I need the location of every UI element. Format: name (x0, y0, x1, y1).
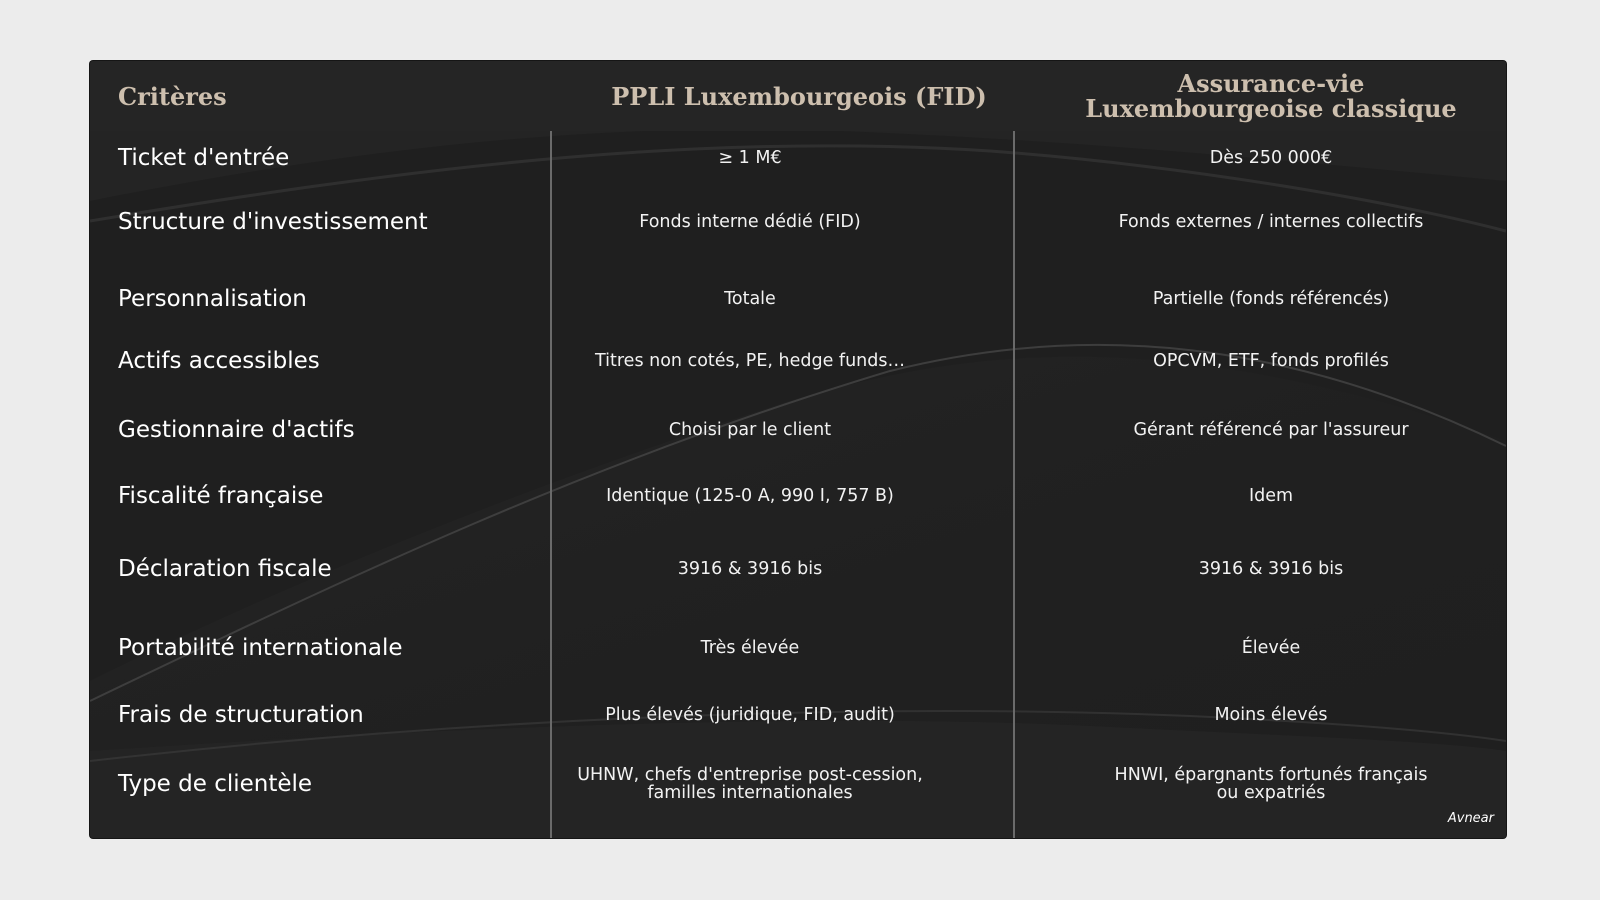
header-criteria: Critères (118, 81, 227, 111)
row-av-value: Élevée (1241, 638, 1301, 658)
row-criterion: Structure d'investissement (118, 209, 428, 235)
row-criterion: Déclaration fiscale (118, 556, 332, 582)
row-ppli-value: Choisi par le client (668, 420, 832, 440)
row-av-value-line2: ou expatriés (1216, 783, 1326, 803)
row-criterion: Gestionnaire d'actifs (118, 417, 355, 443)
row-ppli-value: Totale (724, 289, 776, 309)
row-ppli-value-line2: familles internationales (647, 783, 853, 803)
row-criterion: Frais de structuration (118, 702, 364, 728)
row-av-value-line1: HNWI, épargnants fortunés français (1114, 765, 1428, 785)
row-criterion: Personnalisation (118, 286, 307, 312)
row-av-value: Partielle (fonds référencés) (1152, 289, 1390, 309)
row-ppli-value: Très élevée (700, 638, 800, 658)
row-av-value (1035, 766, 1506, 802)
row-criterion: Ticket d'entrée (118, 145, 290, 171)
row-av-value: OPCVM, ETF, fonds profilés (1153, 351, 1389, 371)
row-av-value: Gérant référencé par l'assureur (1133, 420, 1409, 440)
header-ppli: PPLI Luxembourgeois (FID) (611, 81, 987, 111)
row-ppli-value-line1: UHNW, chefs d'entreprise post-cession, (577, 765, 923, 785)
column-divider-2 (1013, 131, 1015, 838)
comparison-card (90, 61, 1506, 838)
row-av-value: 3916 & 3916 bis (1198, 559, 1344, 579)
row-av-value: Idem (1248, 486, 1294, 506)
header-assurance-vie (1035, 61, 1506, 131)
row-criterion: Type de clientèle (118, 771, 313, 797)
header-assurance-vie-line2: Luxembourgeoise classique (1085, 94, 1457, 123)
row-ppli-value: Plus élevés (juridique, FID, audit) (605, 705, 895, 725)
brand-logo: Avnear (1447, 811, 1494, 826)
row-ppli-value: ≥ 1 M€ (718, 148, 782, 168)
row-ppli-value (560, 766, 940, 802)
row-ppli-value: Fonds interne dédié (FID) (639, 212, 861, 232)
row-av-value: Fonds externes / internes collectifs (1118, 212, 1424, 232)
table-header (90, 61, 1506, 131)
row-ppli-value: Titres non cotés, PE, hedge funds… (595, 351, 905, 371)
row-criterion: Fiscalité française (118, 483, 324, 509)
header-assurance-vie-line1: Assurance-vie (1177, 69, 1365, 98)
row-av-value: Moins élevés (1214, 705, 1328, 725)
row-criterion: Portabilité internationale (118, 635, 403, 661)
row-ppli-value: 3916 & 3916 bis (677, 559, 823, 579)
row-ppli-value: Identique (125-0 A, 990 I, 757 B) (606, 486, 894, 506)
row-criterion: Actifs accessibles (118, 348, 320, 374)
row-av-value: Dès 250 000€ (1209, 148, 1333, 168)
